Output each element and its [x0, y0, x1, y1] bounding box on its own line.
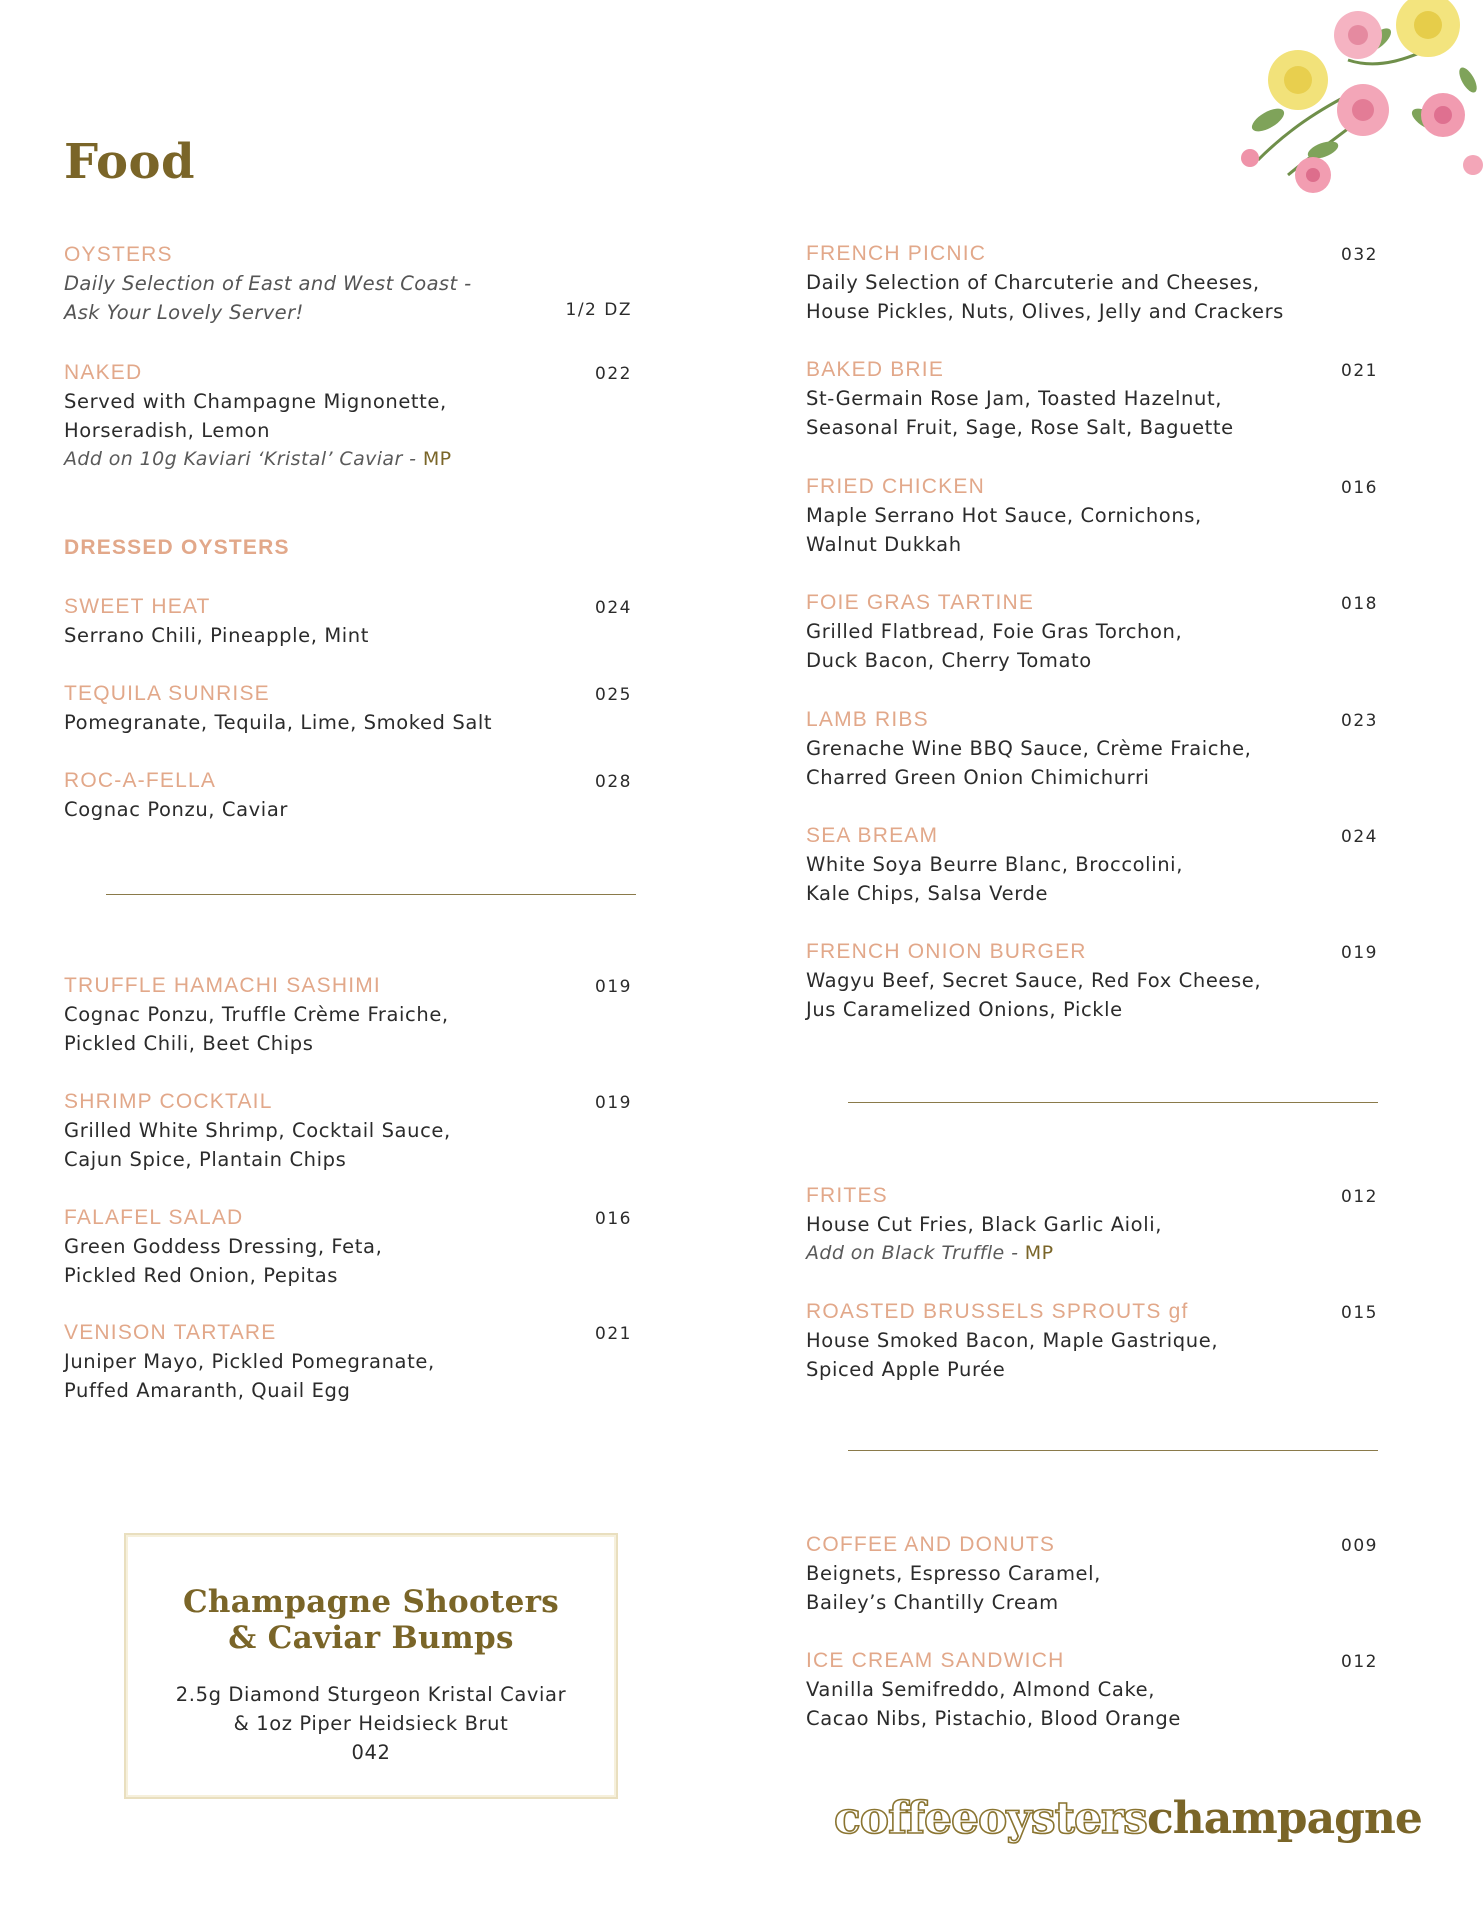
menu-item-falafel-salad	[64, 1203, 632, 1290]
menu-item-shrimp-cocktail	[64, 1087, 632, 1174]
item-name: ROC-A-FELLA	[64, 769, 217, 792]
item-description: Bailey’s Chantilly Cream	[806, 1591, 1059, 1614]
menu-item-french-picnic	[806, 239, 1378, 326]
item-description: Juniper Mayo, Pickled Pomegranate,	[64, 1350, 435, 1373]
item-name: FRIED CHICKEN	[806, 475, 985, 498]
item-description: Pomegranate, Tequila, Lime, Smoked Salt	[64, 711, 493, 734]
item-description: Grilled Flatbread, Foie Gras Torchon,	[806, 620, 1183, 643]
item-name: SWEET HEAT	[64, 595, 211, 618]
item-description: Seasonal Fruit, Sage, Rose Salt, Baguette	[806, 416, 1234, 439]
menu-item-foie-gras-tartine	[806, 588, 1378, 675]
menu-item-roasted-brussels-sprouts	[806, 1297, 1378, 1384]
item-name: OYSTERS	[64, 243, 173, 266]
item-name: FRENCH PICNIC	[806, 242, 987, 265]
item-description: Daily Selection of East and West Coast -	[64, 272, 472, 295]
item-price: 016	[1341, 478, 1378, 498]
promo-price: 042	[351, 1741, 391, 1764]
item-price: 016	[595, 1209, 632, 1229]
item-name: SEA BREAM	[806, 824, 939, 847]
item-price: 1/2 DZ	[565, 300, 632, 320]
item-price: 028	[595, 772, 632, 792]
item-description: Puffed Amaranth, Quail Egg	[64, 1379, 351, 1402]
item-description: Beignets, Espresso Caramel,	[806, 1562, 1101, 1585]
menu-item-ice-cream-sandwich	[806, 1646, 1378, 1733]
item-price: 019	[1341, 943, 1378, 963]
item-description: Charred Green Onion Chimichurri	[806, 766, 1150, 789]
item-description: Jus Caramelized Onions, Pickle	[806, 998, 1123, 1021]
item-description: Vanilla Semifreddo, Almond Cake,	[806, 1678, 1156, 1701]
item-name: FRITES	[806, 1184, 888, 1207]
promo-title: Champagne Shooters & Caviar Bumps	[182, 1584, 560, 1656]
market-price: MP	[1024, 1242, 1054, 1264]
market-price: MP	[422, 448, 452, 470]
menu-item-french-onion-burger	[806, 937, 1378, 1024]
item-name: BAKED BRIE	[806, 358, 945, 381]
item-description: Maple Serrano Hot Sauce, Cornichons,	[806, 504, 1202, 527]
item-price: 024	[1341, 827, 1378, 847]
menu-item-coffee-and-donuts	[806, 1530, 1378, 1617]
menu-item-lamb-ribs	[806, 705, 1378, 792]
item-price: 022	[595, 364, 632, 384]
item-description: Pickled Red Onion, Pepitas	[64, 1264, 339, 1287]
item-description: Daily Selection of Charcuterie and Cheeses,	[806, 271, 1260, 294]
item-price: 021	[1341, 361, 1378, 381]
item-price: 009	[1341, 1536, 1378, 1556]
page-title: Food	[64, 134, 196, 190]
item-price: 012	[1341, 1187, 1378, 1207]
item-name: SHRIMP COCKTAIL	[64, 1090, 273, 1113]
menu-item-roc-a-fella	[64, 766, 632, 824]
item-price: 019	[595, 1093, 632, 1113]
menu-item-sweet-heat	[64, 592, 632, 650]
item-name: LAMB RIBS	[806, 708, 929, 731]
item-addon: Add on Black Truffle - MP	[806, 1242, 1054, 1264]
promo-description: 2.5g Diamond Sturgeon Kristal Caviar & 1oz Piper Heidsieck Brut 042	[126, 1680, 616, 1767]
section-divider	[848, 1102, 1378, 1103]
flower-bouquet-icon	[1228, 0, 1484, 210]
item-description: Kale Chips, Salsa Verde	[806, 882, 1049, 905]
item-addon: Add on 10g Kaviari ‘Kristal’ Caviar - MP	[64, 448, 452, 470]
item-description: Spiced Apple Purée	[806, 1358, 1006, 1381]
menu-item-truffle-hamachi-sashimi	[64, 971, 632, 1058]
item-description: House Cut Fries, Black Garlic Aioli,	[806, 1213, 1163, 1236]
brand-logo	[834, 1794, 1422, 1844]
item-description: Cacao Nibs, Pistachio, Blood Orange	[806, 1707, 1181, 1730]
item-description: Serrano Chili, Pineapple, Mint	[64, 624, 369, 647]
item-price: 024	[595, 598, 632, 618]
item-description: Horseradish, Lemon	[64, 419, 271, 442]
item-description: Pickled Chili, Beet Chips	[64, 1032, 314, 1055]
item-description: White Soya Beurre Blanc, Broccolini,	[806, 853, 1183, 876]
item-name: ROASTED BRUSSELS SPROUTS gf	[806, 1300, 1189, 1323]
item-description: Duck Bacon, Cherry Tomato	[806, 649, 1092, 672]
item-name: NAKED	[64, 361, 143, 384]
item-name: TRUFFLE HAMACHI SASHIMI	[64, 974, 381, 997]
item-name: ICE CREAM SANDWICH	[806, 1649, 1065, 1672]
item-description: Served with Champagne Mignonette,	[64, 390, 447, 413]
menu-item-naked	[64, 358, 632, 474]
item-description: St-Germain Rose Jam, Toasted Hazelnut,	[806, 387, 1223, 410]
menu-item-frites	[806, 1181, 1378, 1268]
menu-item-oysters	[64, 240, 632, 327]
logo-solid-text: champagne	[1146, 1793, 1422, 1844]
logo-outline-text: coffeeoysters	[834, 1793, 1147, 1844]
item-price: 018	[1341, 594, 1378, 614]
item-description: House Pickles, Nuts, Olives, Jelly and Crackers	[806, 300, 1284, 323]
item-description: Cognac Ponzu, Caviar	[64, 798, 288, 821]
menu-item-venison-tartare	[64, 1318, 632, 1405]
item-description: House Smoked Bacon, Maple Gastrique,	[806, 1329, 1219, 1352]
item-name: COFFEE AND DONUTS	[806, 1533, 1056, 1556]
section-divider	[106, 894, 636, 895]
item-price: 012	[1341, 1652, 1378, 1672]
item-price: 019	[595, 977, 632, 997]
item-description: Wagyu Beef, Secret Sauce, Red Fox Cheese,	[806, 969, 1262, 992]
item-description: Cognac Ponzu, Truffle Crème Fraiche,	[64, 1003, 449, 1026]
menu-item-tequila-sunrise	[64, 679, 632, 737]
item-price: 021	[595, 1324, 632, 1344]
item-description: Green Goddess Dressing, Feta,	[64, 1235, 383, 1258]
item-price: 025	[595, 685, 632, 705]
item-name: FRENCH ONION BURGER	[806, 940, 1087, 963]
item-name: FALAFEL SALAD	[64, 1206, 244, 1229]
item-description: Grilled White Shrimp, Cocktail Sauce,	[64, 1119, 451, 1142]
item-name: FOIE GRAS TARTINE	[806, 591, 1035, 614]
section-divider	[848, 1450, 1378, 1451]
item-price: 015	[1341, 1303, 1378, 1323]
menu-item-baked-brie	[806, 355, 1378, 442]
item-name: VENISON TARTARE	[64, 1321, 277, 1344]
menu-item-sea-bream	[806, 821, 1378, 908]
menu-item-fried-chicken	[806, 472, 1378, 559]
promo-box	[124, 1533, 618, 1799]
item-description: Cajun Spice, Plantain Chips	[64, 1148, 347, 1171]
item-price: 032	[1341, 245, 1378, 265]
item-price: 023	[1341, 711, 1378, 731]
dressed-oysters-heading: DRESSED OYSTERS	[64, 536, 290, 559]
item-description: Grenache Wine BBQ Sauce, Crème Fraiche,	[806, 737, 1252, 760]
item-description: Walnut Dukkah	[806, 533, 962, 556]
item-description: Ask Your Lovely Server!	[64, 301, 304, 324]
item-name: TEQUILA SUNRISE	[64, 682, 270, 705]
